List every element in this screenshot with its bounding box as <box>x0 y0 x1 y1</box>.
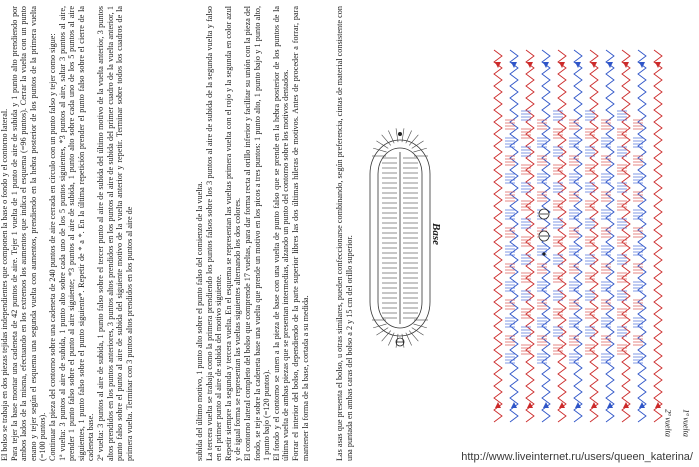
motif-chart <box>486 46 676 426</box>
instructions-column-1 <box>0 0 134 467</box>
round-2-label: 2ª vuelta <box>663 409 673 437</box>
round-1-label: 1ª vuelta <box>681 409 691 437</box>
paragraph: 2ª vuelta: 3 puntos al aire de subida, 1 punto falso sobre el tercer punto al aire de subida del último motivo de la vuelta anterior, 3 puntos altos prendidos en los puntos anteriores, 3 puntos altos prendidos en los puntos al aire de subida del primer cuadro de la vuelta anterior, 1 punto falso sobre el punto al aire de subida del siguiente motivo de la vuelta anterior y repetir. Terminar sobre todos los cuadros de la primera vuelta. Terminar con 3 puntos altos prendidos en los puntos al aire de <box>95 6 134 461</box>
paragraph: La tercera vuelta se trabaja como la primera prendiendo los puntos falsos sobre los 3 puntos al aire de subida de la segunda vuelta y falso en el primer punto al aire de subida del motivo siguiente. <box>204 6 224 461</box>
paragraph: Las asas que presenta el bolso, u otras similares, pueden confeccionarse combinando, según preferencia, cintas de material consistente con una puntada en ambas caras del bolso a 2 y 15 cm del orillo superior. <box>335 6 354 461</box>
paragraph: El bolso se trabaja en dos piezas tejidas independientes que componen la base o fondo y el contorno lateral. <box>0 108 9 461</box>
paragraph: Continuar la pieza del contorno sobre una cadeneta de 240 puntos de aire cerrada en círculo con un punto falso y tejer como sigue: <box>47 33 57 461</box>
paragraph: El contorno lateral completo del bolso que comprende 17 vueltas, para dar forma recta al orillo inferior y facilitar su unión con la pieza del fondo, se teje sobre la cadeneta base una vuelta que prende un motivo en los picos a tres puntos: 1 punto alto, 1 punto bajo y 1 punto alto, 1 punto bajo (=120 puntos). <box>242 6 272 461</box>
paragraph: El fondo y el contorno se unen a la pieza de base con una vuelta de punto falso que se prende en la hebra posterior de los puntos de la última vuelta de ambas piezas que se presentan intermedias, alzando un punto del contorno sobre los motivos dentados. <box>271 6 291 461</box>
base-diagram <box>364 128 436 348</box>
start-marker-icon <box>398 132 402 136</box>
marker-icons <box>539 209 549 241</box>
paragraph: Para tejer la base montar una cadeneta de 42 puntos de aire. Tejer 1 vuelta de 1 punto de aire de subida y 1 punto alto prendiendo por ambos lados de la misma, efectuando en los extremos los aumentos que indica el esquema (=96 puntos). Cerrar la vuelta con un punto enano y tejer según el esquema una segunda vuelta con aumentos, prendiendo en la hebra posterior de los puntos de la primera vuelta (=100 puntos). <box>9 6 48 461</box>
paragraph: 1ª vuelta: 3 puntos al aire de subida, 1 punto alto sobre cada uno de los 5 puntos siguientes, *3 puntos al aire, saltar 3 puntos al aire, prender 1 punto falso sobre el punto al aire siguiente; *3 puntos al aire de subida, 1 punto alto sobre cada uno de los 5 puntos al aire siguientes, 1 punto falso sobre el punto siguiente*. Repetir de * a *. En la última repetición prender el punto falso sobre el cierre de la cadeneta base. <box>57 6 96 461</box>
star-marker-icon <box>542 252 545 255</box>
paragraph: Repetir siempre la segunda y tercera vuelta. En el esquema se representan las vueltas primera vuelta con el rojo y la segunda en color azul y de igual forma se representan las vueltas siguientes alternando los dos colores. <box>223 6 243 461</box>
source-watermark: http://www.liveinternet.ru/users/queen_katerina/ <box>461 451 693 463</box>
end-marker-icon <box>396 338 404 346</box>
instructions-column-2 <box>195 0 317 467</box>
paragraph: Forrar el interior del bolso, dependiendo de la parte superior libres las dos últimas hileras de motivos. Antes de proceder a forrar, para mantener la forma de la base, cortada a su medida. <box>290 6 310 461</box>
base-title: Base <box>430 223 442 245</box>
paragraph: subida del último motivo, 1 punto alto sobre el punto falso del comienzo de la vuelta. <box>195 181 204 461</box>
